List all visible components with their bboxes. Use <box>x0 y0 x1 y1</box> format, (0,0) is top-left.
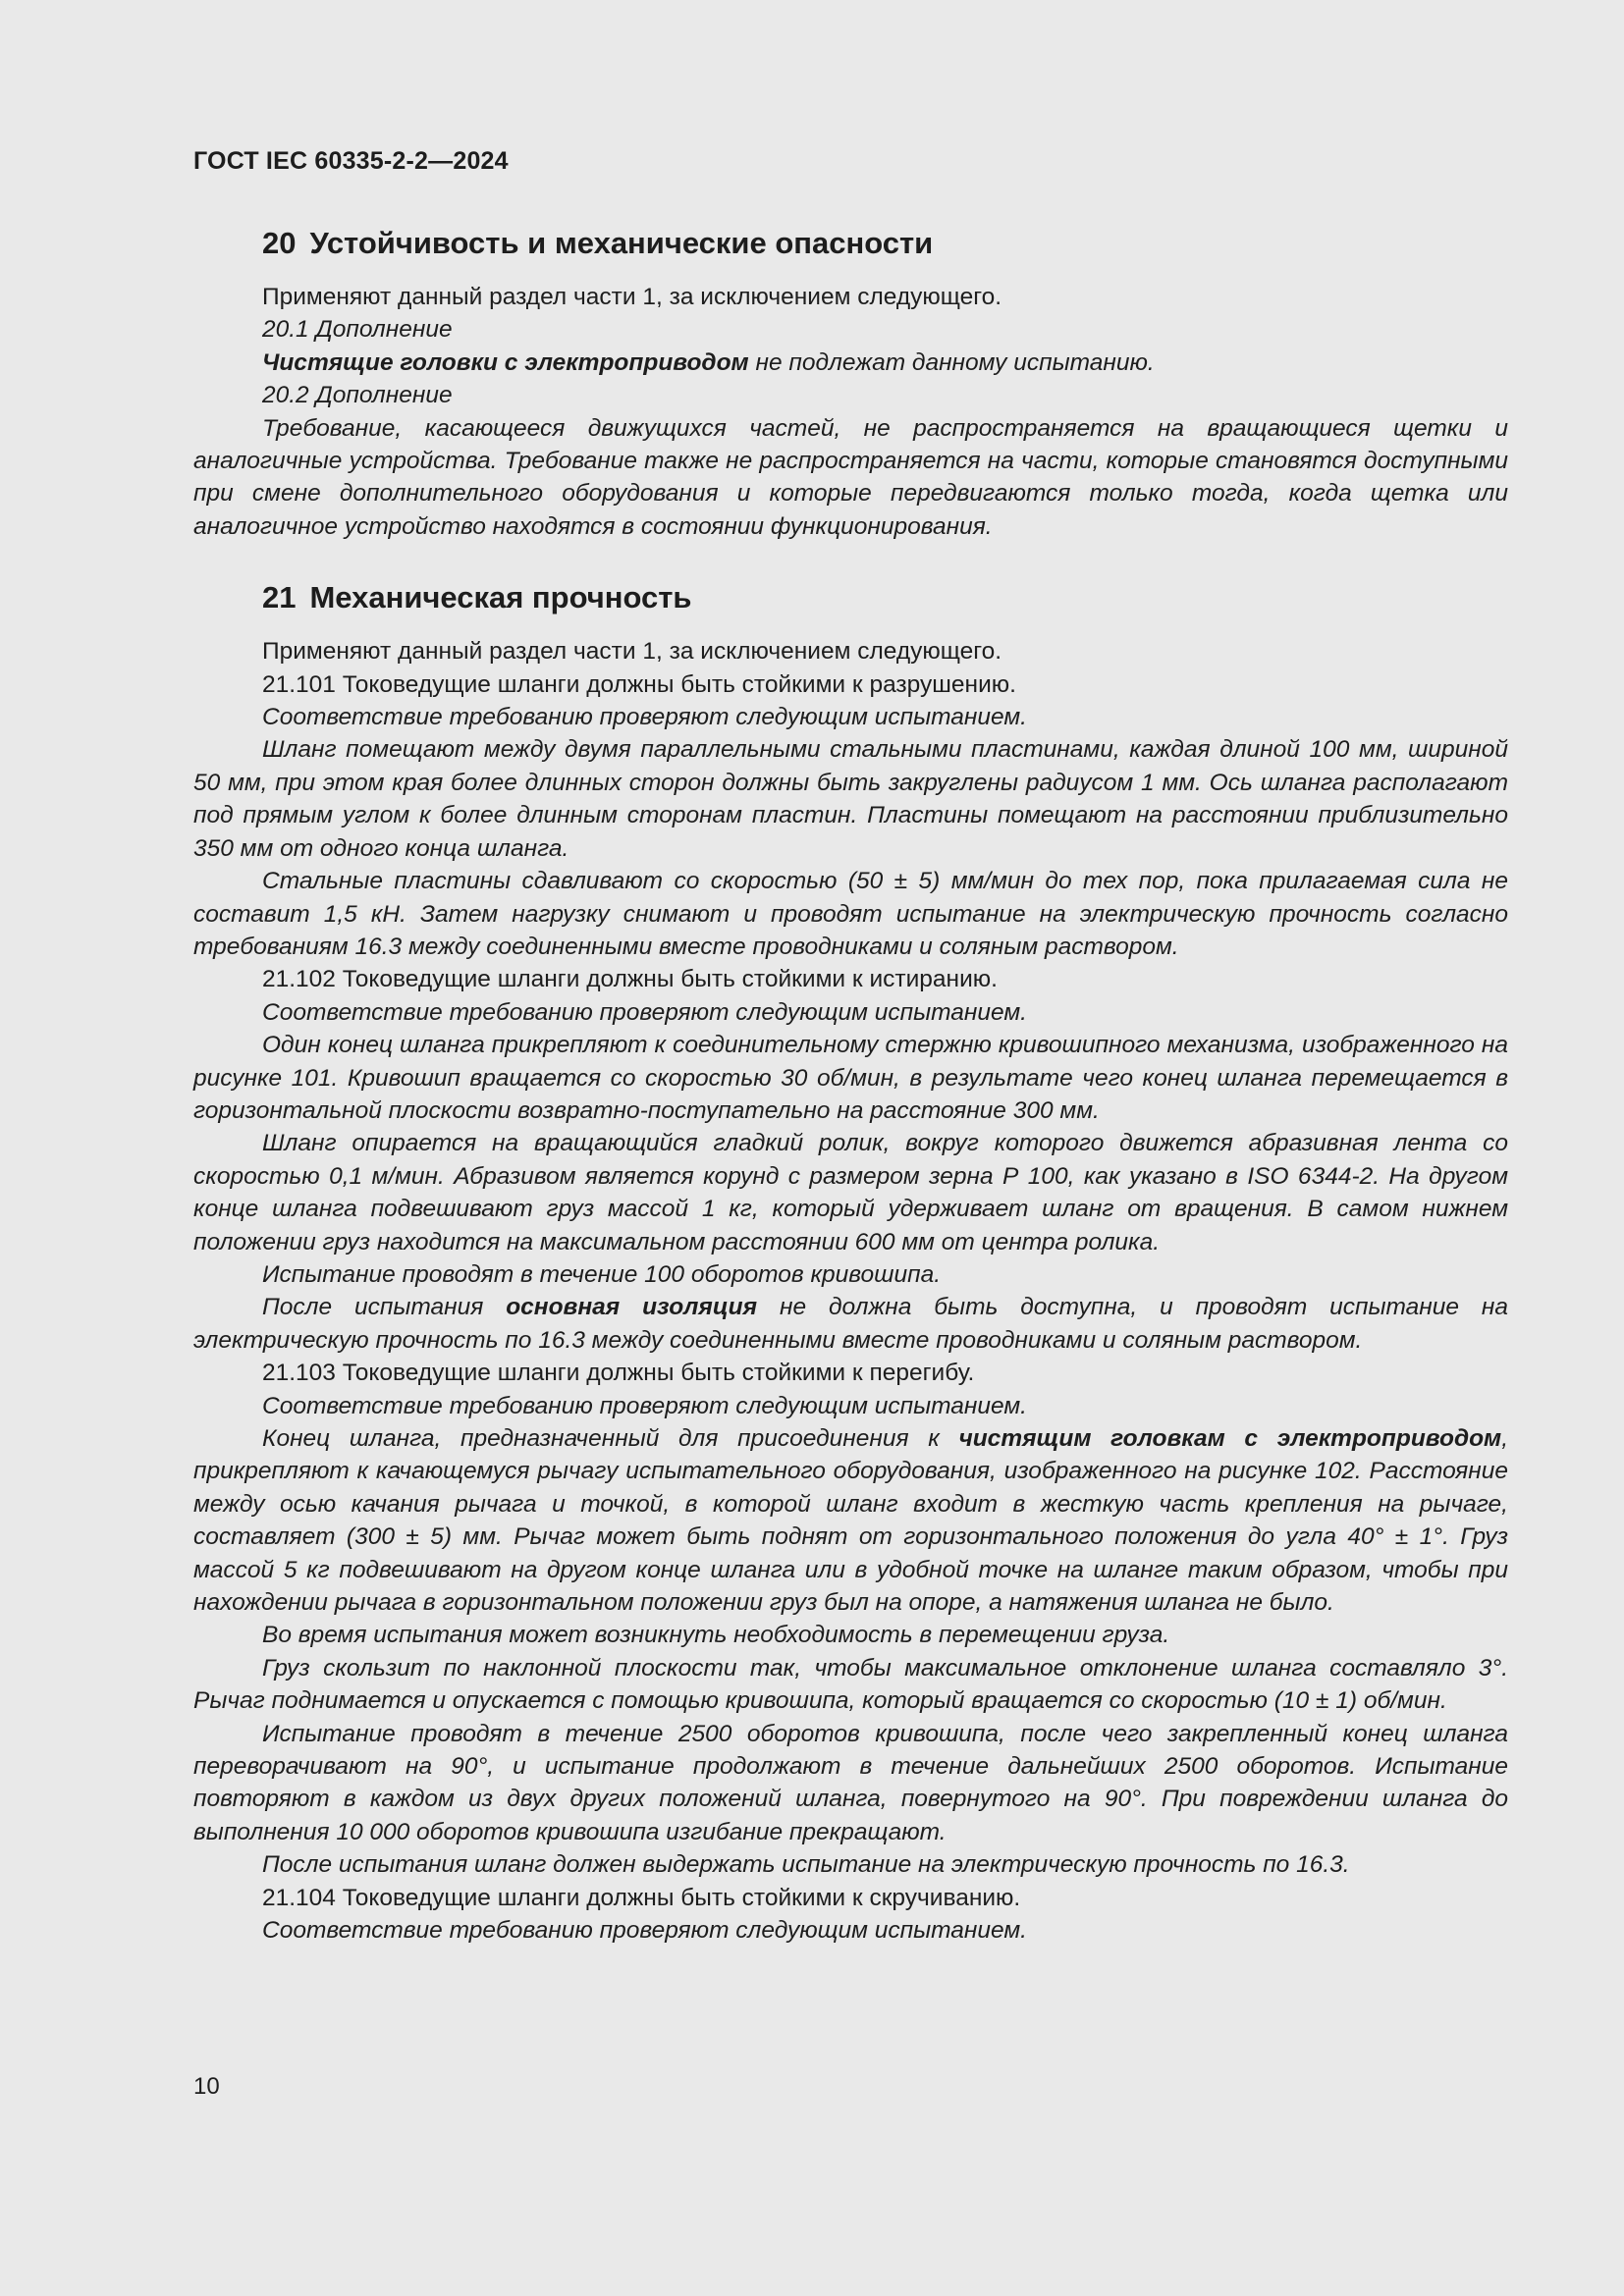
paragraph-text: После испытания <box>262 1294 507 1321</box>
paragraph: Требование, касающееся движущихся частей, не распространяется на вращающиеся щетки и аналогичные устройства. Требование также не распространяется на части, которые становятся доступными при смене дополнительного оборудования и которые передвигаются только тогда, когда щетка или аналогичное устройство находятся в состоянии функционирования. <box>193 414 1508 540</box>
paragraph: Применяют данный раздел части 1, за исключением следующего. <box>262 284 1002 310</box>
paragraph: Шланг опирается на вращающийся гладкий ролик, вокруг которого движется абразивная лента со скоростью 0,1 м/мин. Абразивом является корунд с размером зерна Р 100, как указано в ISO 6344-2. На другом конце шланга подвешивают груз массой 1 кг, который удерживает шланг от вращения. В самом нижнем положении груз находится на максимальном расстоянии 600 мм от центра ролика. <box>193 1130 1508 1255</box>
paragraph: Применяют данный раздел части 1, за исключением следующего. <box>262 638 1002 666</box>
paragraph: Соответствие требованию проверяют следующим испытанием. <box>262 1917 1027 1945</box>
paragraph: Стальные пластины сдавливают со скоростью (50 ± 5) мм/мин до тех пор, пока прилагаемая сила не составит 1,5 кН. Затем нагрузку снимают и проводят испытание на электрическую прочность согласно требованиям 16.3 между соединенными вместе проводниками и соляным раствором. <box>193 868 1508 960</box>
section-title: Устойчивость и механические опасности <box>309 226 934 260</box>
clause-heading: 20.2 Дополнение <box>262 382 453 409</box>
paragraph: Один конец шланга прикрепляют к соединительному стержню кривошипного механизма, изображенного на рисунке 101. Кривошип вращается со скоростью 30 об/мин, в результате чего конец шланга перемещается в горизонтальной плоскости возвратно-поступательно на расстояние 300 мм. <box>193 1032 1508 1124</box>
paragraph <box>193 1291 1508 1357</box>
paragraph: Испытание проводят в течение 100 оборотов кривошипа. <box>262 1260 942 1288</box>
page-number: 10 <box>193 2073 220 2100</box>
section-number: 21 <box>262 580 297 615</box>
paragraph: Соответствие требованию проверяют следующим испытанием. <box>262 704 1027 731</box>
section-number: 20 <box>262 226 297 260</box>
paragraph <box>193 347 1508 379</box>
paragraph: Шланг помещают между двумя параллельными стальными пластинами, каждая длиной 100 мм, шириной 50 мм, при этом края более длинных сторон должны быть закруглены радиусом 1 мм. Ось шланга располагают под прямым углом к более длинным сторонам пластин. Пластины помещают на расстоянии приблизительно 350 мм от одного конца шланга. <box>193 736 1508 862</box>
paragraph: Испытание проводят в течение 2500 оборотов кривошипа, после чего закрепленный конец шланга переворачивают на 90°, и испытание продолжают в течение дальнейших 2500 оборотов. Испытание повторяют в каждом из двух других положений шланга, повернутого на 90°. При повреждении шланга до выполнения 10 000 оборотов кривошипа изгибание прекращают. <box>193 1720 1508 1845</box>
paragraph <box>193 1422 1508 1619</box>
clause-heading: 21.104 Токоведущие шланги должны быть стойкими к скручиванию. <box>262 1884 1021 1911</box>
page-content <box>193 220 1508 1948</box>
defined-term: Чистящие головки с электроприводом <box>262 348 749 376</box>
clause-heading: 21.102 Токоведущие шланги должны быть стойкими к истиранию. <box>262 966 998 993</box>
paragraph-text: , прикрепляют к качающемуся рычагу испытательного оборудования, изображенного на рисунке 102. Расстояние между осью качания рычага и точкой, в которой шланг входит в жесткую часть крепления на рычаге, составляет (300 ± 5) мм. Рычаг может быть поднят от горизонтального положения до угла 40° ± 1°. Груз массой 5 кг подвешивают на другом конце шланга или в удобной точке на шланге таким образом, чтобы при нахождении рычага в горизонтальном положении груз был на опоре, а натяжения шланга не было. <box>193 1425 1508 1617</box>
paragraph: Груз скользит по наклонной плоскости так, чтобы максимальное отклонение шланга составляло 3°. Рычаг поднимается и опускается с помощью кривошипа, который вращается со скоростью (10 ± 1) об/мин. <box>193 1654 1508 1715</box>
paragraph: Во время испытания может возникнуть необходимость в перемещении груза. <box>262 1622 1170 1649</box>
section-21-heading <box>193 574 1508 621</box>
clause-heading: 21.101 Токоведущие шланги должны быть стойкими к разрушению. <box>262 670 1016 698</box>
paragraph-text: не подлежат данному испытанию. <box>748 348 1155 376</box>
defined-term: основная изоляция <box>506 1294 758 1321</box>
paragraph-text: не должна быть доступна, и проводят испытание на электрическую прочность по 16.3 между соединенными вместе проводниками и соляным раствором. <box>193 1294 1508 1354</box>
defined-term: чистящим головкам с электроприводом <box>958 1425 1502 1452</box>
document-header: ГОСТ IEC 60335-2-2—2024 <box>193 147 509 175</box>
clause-heading: 20.1 Дополнение <box>262 316 453 344</box>
clause-heading: 21.103 Токоведущие шланги должны быть стойкими к перегибу. <box>262 1360 975 1387</box>
section-20-heading <box>193 220 1508 267</box>
section-title: Механическая прочность <box>309 580 692 615</box>
paragraph: Соответствие требованию проверяют следующим испытанием. <box>262 1392 1027 1419</box>
paragraph: После испытания шланг должен выдержать испытание на электрическую прочность по 16.3. <box>262 1851 1350 1879</box>
paragraph: Соответствие требованию проверяют следующим испытанием. <box>262 998 1027 1026</box>
paragraph-text: Конец шланга, предназначенный для присоединения к <box>262 1425 959 1452</box>
